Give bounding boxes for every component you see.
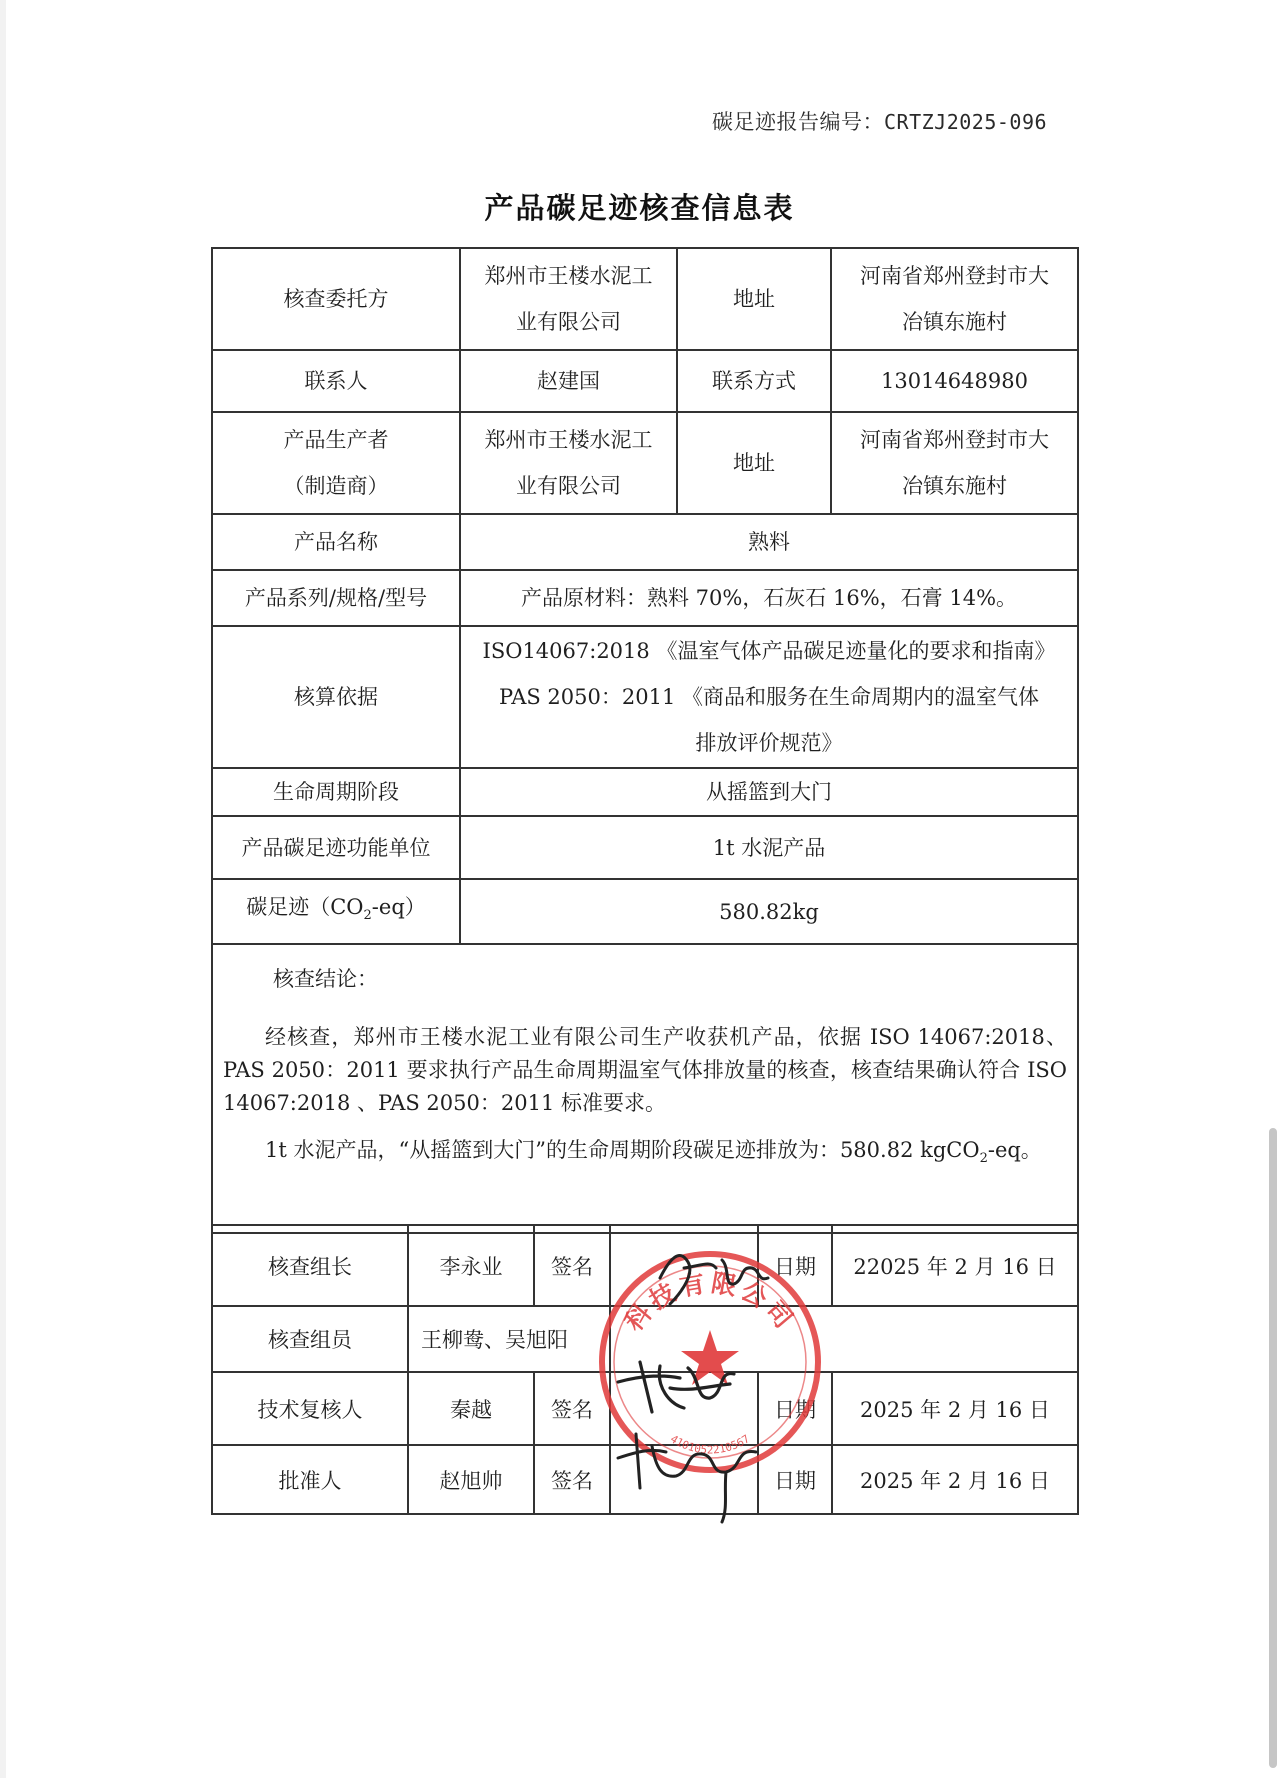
- page-left-edge: [0, 0, 6, 1778]
- unit-value: 1t 水泥产品: [460, 816, 1078, 879]
- leader-date: 22025 年 2 月 16 日: [832, 1225, 1078, 1306]
- producer-line-2: 业有限公司: [516, 474, 621, 498]
- contact-value: 赵建国: [460, 350, 677, 412]
- basis-label: 核算依据: [212, 626, 460, 768]
- producer-label-line-1: 产品生产者: [283, 428, 389, 452]
- table-row: [212, 1445, 1078, 1514]
- product-name-value: 熟料: [460, 514, 1078, 570]
- table-row: [212, 350, 1078, 412]
- table-row: [212, 879, 1078, 944]
- conclusion-paragraph-2: [223, 1134, 1067, 1175]
- seal-text-path: 科技有限公司: [619, 1268, 801, 1337]
- footprint-label-pre: 碳足迹（CO: [246, 895, 364, 919]
- report-number-label: 碳足迹报告编号：: [712, 110, 884, 134]
- client-label: 核查委托方: [212, 248, 460, 350]
- client-line-2: 业有限公司: [516, 310, 621, 334]
- signoff-table: [211, 1224, 1079, 1515]
- address-label: 地址: [677, 248, 831, 350]
- reviewer-date-label: 日期: [758, 1372, 832, 1445]
- phone-label: 联系方式: [677, 350, 831, 412]
- scrollbar[interactable]: [1269, 1128, 1277, 1768]
- leader-sign-label: 签名: [534, 1225, 610, 1306]
- conclusion-sub: 2: [979, 1151, 988, 1167]
- approver-date-label: 日期: [758, 1445, 832, 1514]
- table-row: [212, 514, 1078, 570]
- basis-line-1: ISO14067:2018 《温室气体产品碳足迹量化的要求和指南》: [482, 639, 1056, 663]
- leader-value: 李永业: [408, 1225, 534, 1306]
- client-address: [831, 248, 1078, 350]
- basis-line-3: 排放评价规范》: [695, 731, 843, 755]
- reviewer-signature-cell: [610, 1372, 758, 1445]
- product-name-label: 产品名称: [212, 514, 460, 570]
- reviewer-sign-label: 签名: [534, 1372, 610, 1445]
- phone-value: 13014648980: [831, 350, 1078, 412]
- producer-address-line-1: 河南省郑州登封市大: [860, 428, 1049, 452]
- unit-label: 产品碳足迹功能单位: [212, 816, 460, 879]
- table-row: [212, 816, 1078, 879]
- basis-value: [460, 626, 1078, 768]
- series-label: 产品系列/规格/型号: [212, 570, 460, 626]
- report-number-value: CRTZJ2025-096: [884, 110, 1048, 134]
- approver-label: 批准人: [212, 1445, 408, 1514]
- table-row: [212, 1225, 1078, 1306]
- report-number: [712, 106, 1072, 136]
- page-title: 产品碳足迹核查信息表: [484, 191, 795, 225]
- conclusion-title: 核查结论：: [273, 967, 378, 992]
- footprint-label-post: -eq）: [371, 895, 426, 919]
- members-label: 核查组员: [212, 1306, 408, 1372]
- seal-number-path: 4101052210567: [667, 1432, 753, 1457]
- footprint-label-sub: 2: [363, 908, 372, 924]
- table-row: [212, 626, 1078, 768]
- table-row: [212, 944, 1078, 1233]
- members-value: 王柳鸯、吴旭阳: [408, 1306, 610, 1372]
- client-line-1: 郑州市王楼水泥工: [484, 264, 653, 288]
- producer-line-1: 郑州市王楼水泥工: [484, 428, 653, 452]
- leader-signature-cell: [610, 1225, 758, 1306]
- client-address-line-2: 冶镇东施村: [902, 310, 1007, 334]
- table-row: [212, 570, 1078, 626]
- footprint-value: 580.82kg: [460, 879, 1078, 944]
- conclusion-section: [212, 944, 1078, 1233]
- footprint-label: [212, 879, 460, 944]
- approver-signature-cell: [610, 1445, 758, 1514]
- leader-date-label: 日期: [758, 1225, 832, 1306]
- table-row: [212, 412, 1078, 514]
- approver-date: 2025 年 2 月 16 日: [832, 1445, 1078, 1514]
- conclusion-paragraph-2-end: -eq。: [987, 1138, 1042, 1163]
- table-row: [212, 248, 1078, 350]
- approver-sign-label: 签名: [534, 1445, 610, 1514]
- client-value: [460, 248, 677, 350]
- members-blank: [610, 1306, 1078, 1372]
- info-table: [211, 247, 1079, 1234]
- reviewer-date: 2025 年 2 月 16 日: [832, 1372, 1078, 1445]
- basis-line-2: PAS 2050：2011 《商品和服务在生命周期内的温室气体: [499, 685, 1039, 709]
- conclusion-paragraph-2-text: 1t 水泥产品，“从摇篮到大门”的生命周期阶段碳足迹排放为：580.82 kgCO: [265, 1138, 980, 1163]
- table-row: [212, 1306, 1078, 1372]
- producer-address-label: 地址: [677, 412, 831, 514]
- table-row: [212, 768, 1078, 816]
- table-row: [212, 1372, 1078, 1445]
- lifecycle-value: 从摇篮到大门: [460, 768, 1078, 816]
- approver-value: 赵旭帅: [408, 1445, 534, 1514]
- conclusion-paragraph-1: 经核查，郑州市王楼水泥工业有限公司生产收获机产品，依据 ISO 14067:2018、PAS 2050：2011 要求执行产品生命周期温室气体排放量的核查，核查结果确认符合 ISO 14067:2018 、PAS 2050：2011 标准要求。: [223, 1025, 1067, 1116]
- reviewer-label: 技术复核人: [212, 1372, 408, 1445]
- producer-address-line-2: 冶镇东施村: [902, 474, 1007, 498]
- producer-address: [831, 412, 1078, 514]
- reviewer-value: 秦越: [408, 1372, 534, 1445]
- series-value: 产品原材料：熟料 70%，石灰石 16%，石膏 14%。: [460, 570, 1078, 626]
- client-address-line-1: 河南省郑州登封市大: [860, 264, 1049, 288]
- lifecycle-label: 生命周期阶段: [212, 768, 460, 816]
- producer-label-line-2: （制造商）: [283, 474, 389, 498]
- producer-value: [460, 412, 677, 514]
- leader-label: 核查组长: [212, 1225, 408, 1306]
- contact-label: 联系人: [212, 350, 460, 412]
- producer-label: [212, 412, 460, 514]
